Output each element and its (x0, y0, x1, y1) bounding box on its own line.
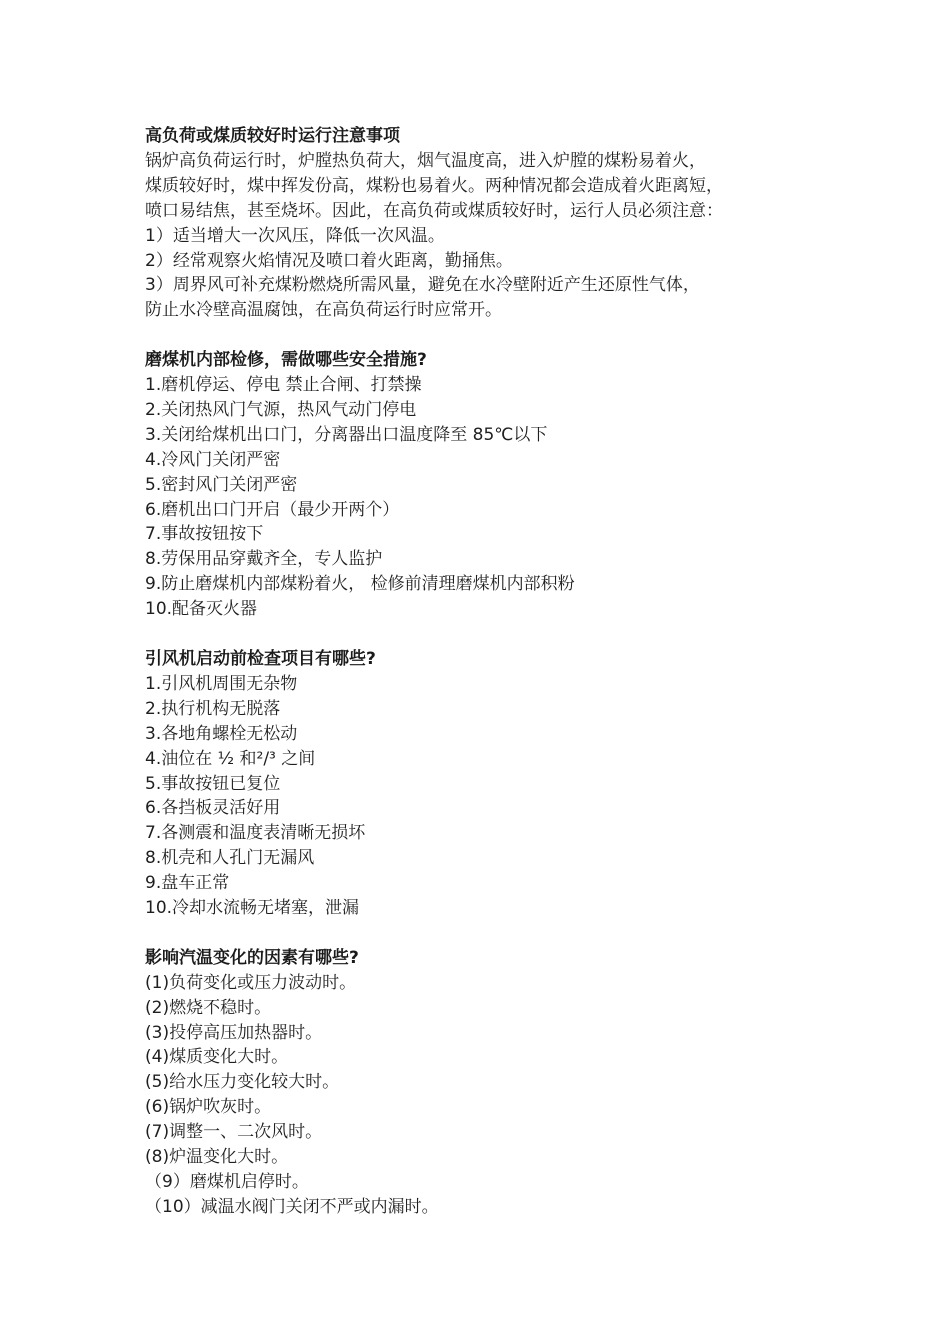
list-item: 4.冷风门关闭严密 (145, 449, 281, 470)
list-item: (4)煤质变化大时。 (145, 1047, 289, 1068)
section-high-load-operation (145, 124, 845, 323)
paragraph-line: 煤质较好时，煤中挥发份高，煤粉也易着火。两种情况都会造成着火距离短， (145, 175, 723, 196)
list-item: (3)投停高压加热器时。 (145, 1022, 323, 1043)
list-item: (2)燃烧不稳时。 (145, 997, 272, 1018)
list-item: (8)炉温变化大时。 (145, 1147, 289, 1168)
list-item: 2.关闭热风门气源，热风气动门停电 (145, 399, 417, 420)
list-item: 9.盘车正常 (145, 873, 230, 894)
list-item: 3.各地角螺栓无松动 (145, 723, 298, 744)
list-item: 2.执行机构无脱落 (145, 698, 281, 719)
list-item: 2）经常观察火焰情况及喷口着火距离，勤捅焦。 (145, 250, 513, 271)
list-item: 1）适当增大一次风压，降低一次风温。 (145, 225, 445, 246)
section-heading: 高负荷或煤质较好时运行注意事项 (145, 126, 400, 146)
list-item: 10.配备灭火器 (145, 599, 258, 620)
list-item: 8.劳保用品穿戴齐全，专人监护 (145, 549, 383, 570)
list-item: 5.事故按钮已复位 (145, 773, 281, 794)
list-item: 1.磨机停运、停电 禁止合闸、打禁操 (145, 375, 422, 396)
list-item: （9）磨煤机启停时。 (145, 1172, 309, 1193)
list-item: (7)调整一、二次风时。 (145, 1122, 323, 1143)
list-item: 9.防止磨煤机内部煤粉着火， 检修前清理磨煤机内部积粉 (145, 574, 575, 595)
list-item: 3.关闭给煤机出口门，分离器出口温度降至 85℃以下 (145, 424, 548, 445)
list-item: 4.油位在 ½ 和²/³ 之间 (145, 748, 316, 769)
list-item: 7.事故按钮按下 (145, 524, 264, 545)
list-item: (5)给水压力变化较大时。 (145, 1072, 340, 1093)
section-heading: 磨煤机内部检修，需做哪些安全措施? (145, 350, 427, 371)
list-item: 10.冷却水流畅无堵塞，泄漏 (145, 898, 360, 919)
section-heading: 引风机启动前检查项目有哪些? (145, 649, 376, 669)
section-steam-temperature-factors (145, 946, 845, 1220)
list-item: (6)锅炉吹灰时。 (145, 1097, 272, 1118)
list-item: 3）周界风可补充煤粉燃烧所需风量，避免在水冷壁附近产生还原性气体， (145, 275, 700, 296)
list-item: 7.各测震和温度表清晰无损坏 (145, 823, 366, 844)
paragraph-line: 喷口易结焦，甚至烧坏。因此，在高负荷或煤质较好时，运行人员必须注意： (145, 200, 723, 221)
list-item: 6.磨机出口门开启（最少开两个） (145, 499, 400, 520)
section-induced-fan-checks (145, 647, 845, 921)
list-item: 6.各挡板灵活好用 (145, 798, 281, 819)
paragraph-line: 防止水冷壁高温腐蚀，在高负荷运行时应常开。 (145, 300, 502, 321)
list-item: 5.密封风门关闭严密 (145, 474, 298, 495)
list-item: 8.机壳和人孔门无漏风 (145, 848, 315, 869)
paragraph-line: 锅炉高负荷运行时，炉膛热负荷大，烟气温度高，进入炉膛的煤粉易着火， (145, 150, 706, 171)
list-item: (1)负荷变化或压力波动时。 (145, 972, 357, 993)
section-mill-maintenance-safety (145, 348, 845, 622)
list-item: （10）减温水阀门关闭不严或内漏时。 (145, 1196, 439, 1217)
section-heading: 影响汽温变化的因素有哪些? (145, 947, 359, 968)
document-body (145, 124, 845, 1220)
list-item: 1.引风机周围无杂物 (145, 673, 298, 694)
